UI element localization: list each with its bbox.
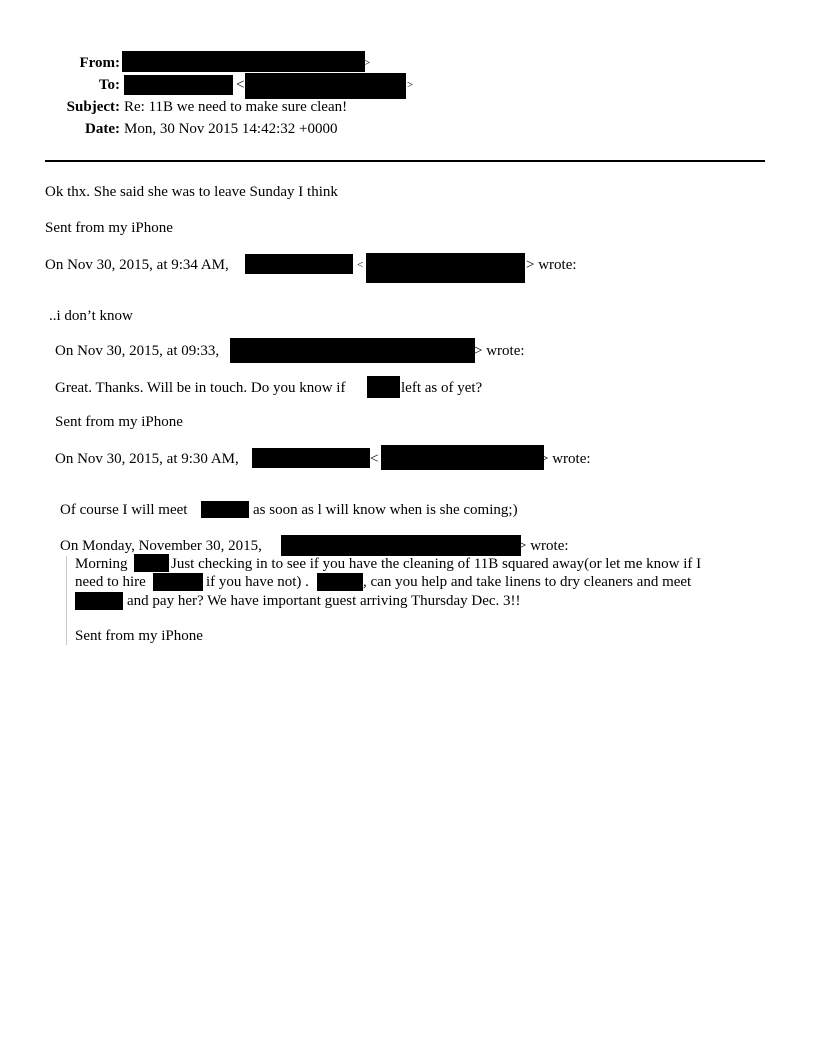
from-angle-bracket: > — [364, 57, 371, 69]
attribution-3-lt: < — [370, 451, 379, 467]
attribution-line-3: On Nov 30, 2015, at 9:30 AM, — [55, 451, 239, 467]
redacted-to-address — [245, 73, 406, 99]
quoted-text-5c: , can you help and take linens to dry cleaners and meet — [363, 574, 692, 590]
to-lt: < — [236, 77, 245, 93]
from-label: From: — [79, 55, 120, 71]
attribution-line-4: On Monday, November 30, 2015, — [60, 538, 262, 554]
quoted-text-4b: Just checking in to see if you have the cleaning of 11B squared away(or let me know if I — [171, 556, 702, 572]
header-divider — [45, 160, 765, 162]
signature-sent-from-iphone-3: Sent from my iPhone — [75, 628, 203, 644]
to-label: To: — [98, 77, 120, 93]
redacted-name-8 — [75, 592, 123, 610]
quoted-text-3a: Of course I will meet — [60, 502, 188, 518]
date-label: Date: — [85, 121, 120, 137]
redacted-name-7 — [317, 573, 363, 591]
quoted-text-6: and pay her? We have important guest arriving Thursday Dec. 3!! — [127, 593, 521, 609]
quoted-text-3b: as soon as l will know when is she coming;) — [253, 502, 518, 518]
to-gt: > — [407, 79, 414, 91]
date-value: Mon, 30 Nov 2015 14:42:32 +0000 — [124, 121, 338, 137]
redacted-sender-address-1 — [366, 253, 525, 283]
redacted-to-name — [124, 75, 233, 95]
attribution-line-1: On Nov 30, 2015, at 9:34 AM, — [45, 257, 229, 273]
attribution-1-suffix: > wrote: — [526, 257, 577, 273]
redacted-sender-name-1 — [245, 254, 353, 274]
attribution-3-suffix: > wrote: — [540, 451, 591, 467]
quoted-text-5a: need to hire — [75, 574, 146, 590]
redacted-name-6 — [153, 573, 203, 591]
attribution-4-suffix: > wrote: — [518, 538, 569, 554]
quoted-text-5b: if you have not) . — [206, 574, 309, 590]
redacted-name-5 — [134, 554, 169, 572]
redacted-name-4 — [201, 501, 249, 518]
signature-sent-from-iphone-2: Sent from my iPhone — [55, 414, 183, 430]
attribution-line-2: On Nov 30, 2015, at 09:33, — [55, 343, 220, 359]
redacted-from-address — [122, 51, 365, 72]
redacted-sender-name-3 — [252, 448, 370, 468]
quoted-text-1: ..i don’t know — [49, 308, 133, 324]
subject-value: Re: 11B we need to make sure clean! — [124, 99, 348, 115]
reply-text: Ok thx. She said she was to leave Sunday I think — [45, 184, 338, 200]
redacted-sender-address-3 — [381, 445, 544, 470]
attribution-1-lt: < — [357, 259, 364, 271]
quote-bar — [66, 556, 67, 645]
attribution-2-suffix: > wrote: — [474, 343, 525, 359]
quoted-text-4a: Morning — [75, 556, 128, 572]
redacted-sender-2 — [230, 338, 475, 363]
quoted-text-2b: left as of yet? — [401, 380, 483, 396]
redacted-name-3 — [367, 376, 400, 398]
subject-label: Subject: — [66, 99, 120, 115]
quoted-text-2a: Great. Thanks. Will be in touch. Do you know if — [55, 380, 346, 396]
redacted-sender-4 — [281, 535, 521, 556]
signature-sent-from-iphone: Sent from my iPhone — [45, 220, 173, 236]
